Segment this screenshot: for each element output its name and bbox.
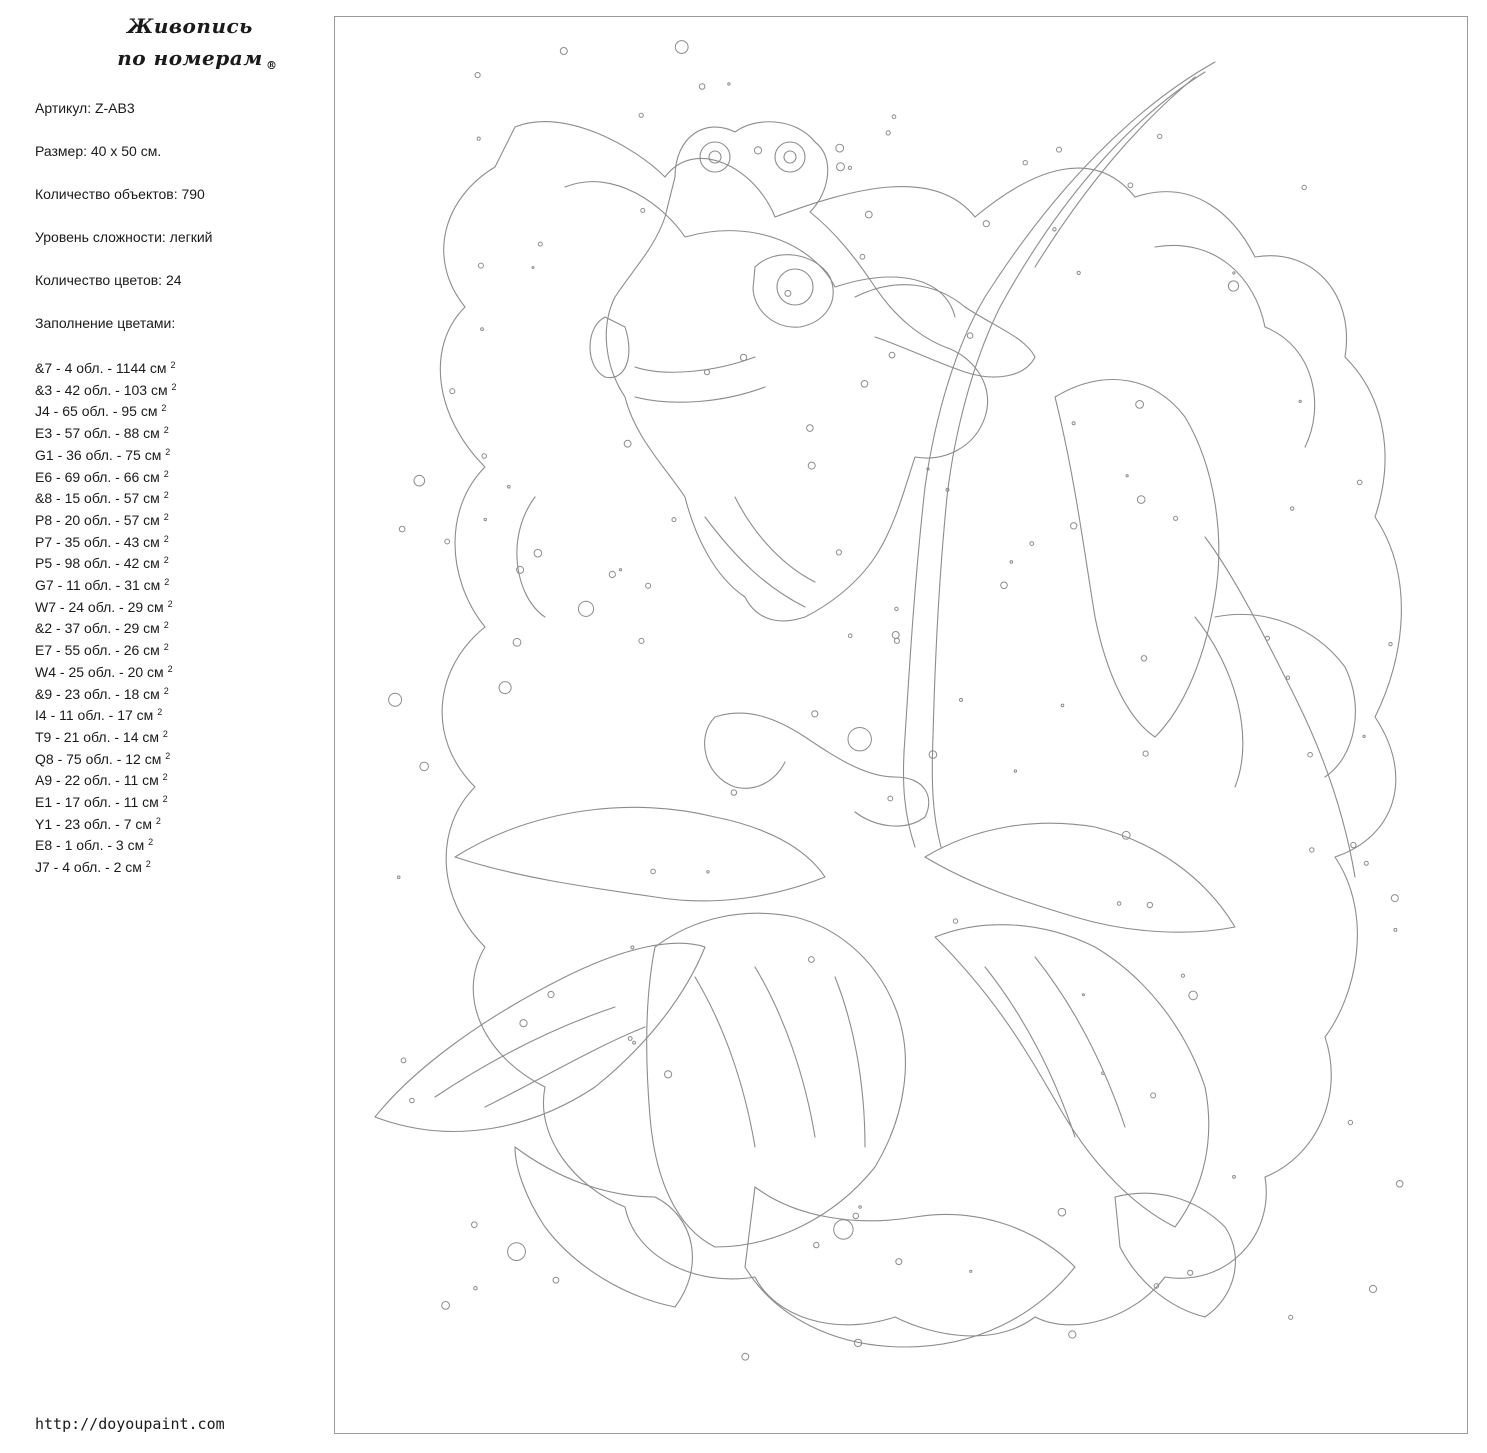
color-fill-row xyxy=(35,640,176,662)
color-fill-row xyxy=(35,749,176,771)
color-fill-text: I4 - 11 обл. - 17 см xyxy=(35,707,154,724)
lotus-petal-lower-right xyxy=(1115,1193,1235,1317)
unit-superscript: 2 xyxy=(157,707,163,718)
color-fill-row xyxy=(35,358,176,380)
color-fill-row xyxy=(35,532,176,554)
registered-mark: ® xyxy=(266,59,278,72)
objects-count-label: Количество объектов: 790 xyxy=(35,186,205,202)
info-sidebar xyxy=(0,0,320,1453)
color-fill-row xyxy=(35,662,176,684)
unit-superscript: 2 xyxy=(163,490,169,501)
unit-superscript: 2 xyxy=(165,446,171,457)
color-fill-row xyxy=(35,467,176,489)
unit-superscript: 2 xyxy=(163,620,169,631)
frog-body-outline xyxy=(606,122,987,621)
size-label: Размер: 40 x 50 см. xyxy=(35,143,162,159)
color-fill-text: T9 - 21 обл. - 14 см xyxy=(35,728,160,745)
unit-superscript: 2 xyxy=(161,403,167,414)
unit-superscript: 2 xyxy=(163,511,169,522)
unit-superscript: 2 xyxy=(163,555,169,566)
color-fill-row xyxy=(35,835,176,857)
color-fill-text: P8 - 20 обл. - 57 см xyxy=(35,511,160,528)
color-fill-text: G1 - 36 обл. - 75 см xyxy=(35,446,162,463)
color-fill-text: J7 - 4 обл. - 2 см xyxy=(35,859,142,876)
unit-superscript: 2 xyxy=(145,859,151,870)
color-fill-text: W7 - 24 обл. - 29 см xyxy=(35,598,164,615)
color-fill-row xyxy=(35,488,176,510)
color-fill-text: E6 - 69 обл. - 66 см xyxy=(35,468,160,485)
lotus-petal-lower-left xyxy=(515,1147,692,1307)
color-fill-text: G7 - 11 обл. - 31 см xyxy=(35,577,161,594)
color-fill-row xyxy=(35,705,176,727)
color-fill-text: &9 - 23 обл. - 18 см xyxy=(35,685,160,702)
color-fill-text: A9 - 22 обл. - 11 см xyxy=(35,772,159,789)
website-link[interactable]: http://doyoupaint.com xyxy=(35,1415,225,1433)
color-fill-text: &7 - 4 обл. - 1144 см xyxy=(35,360,167,376)
color-fill-text: P7 - 35 обл. - 43 см xyxy=(35,533,160,550)
color-fill-row xyxy=(35,792,176,814)
color-fill-text: Y1 - 23 обл. - 7 см xyxy=(35,815,153,832)
unit-superscript: 2 xyxy=(170,360,176,370)
lotus-petal-right xyxy=(935,925,1209,1227)
color-fill-row xyxy=(35,380,176,402)
color-fill-text: &8 - 15 обл. - 57 см xyxy=(35,490,160,507)
color-fill-row xyxy=(35,510,176,532)
product-info xyxy=(35,98,213,356)
color-fill-row xyxy=(35,445,176,467)
color-fill-row xyxy=(35,597,176,619)
unit-superscript: 2 xyxy=(165,750,171,761)
lotus-petal-center xyxy=(647,913,906,1247)
unit-superscript: 2 xyxy=(164,577,170,588)
unit-superscript: 2 xyxy=(148,837,154,848)
color-fill-row xyxy=(35,423,176,445)
brand-logo xyxy=(90,10,290,74)
unit-superscript: 2 xyxy=(163,642,169,653)
color-fill-row xyxy=(35,401,176,423)
color-fill-row xyxy=(35,857,176,879)
brand-line-1: Живопись xyxy=(127,14,253,38)
color-fill-row xyxy=(35,553,176,575)
fill-heading: Заполнение цветами: xyxy=(35,315,176,331)
unit-superscript: 2 xyxy=(163,425,169,436)
color-fill-text: E7 - 55 обл. - 26 см xyxy=(35,642,160,659)
color-fill-text: &3 - 42 обл. - 103 см xyxy=(35,381,168,398)
color-fill-text: E1 - 17 обл. - 11 см xyxy=(35,794,159,811)
brand-line-2: по номерам xyxy=(117,46,263,70)
color-fill-text: Q8 - 75 обл. - 12 см xyxy=(35,750,162,767)
color-fill-row xyxy=(35,684,176,706)
unit-superscript: 2 xyxy=(162,772,168,783)
color-fill-row xyxy=(35,575,176,597)
article-label: Артикул: Z-AB3 xyxy=(35,100,135,116)
lotus-petal-top-left xyxy=(455,807,825,901)
unit-superscript: 2 xyxy=(162,794,168,805)
splash-outline-inner xyxy=(517,182,1315,787)
unit-superscript: 2 xyxy=(167,598,173,609)
unit-superscript: 2 xyxy=(171,381,177,392)
frog-arm xyxy=(855,285,1035,377)
color-fill-text: W4 - 25 обл. - 20 см xyxy=(35,663,164,680)
color-fill-text: E3 - 57 обл. - 88 см xyxy=(35,425,160,442)
color-fill-text: J4 - 65 обл. - 95 см xyxy=(35,403,158,420)
difficulty-label: Уровень сложности: легкий xyxy=(35,229,213,245)
splash-outline xyxy=(440,122,1401,1336)
unit-superscript: 2 xyxy=(155,815,161,826)
color-fill-text: &2 - 37 обл. - 29 см xyxy=(35,620,160,637)
color-fill-text: P5 - 98 обл. - 42 см xyxy=(35,555,160,572)
frog-lotus-artwork xyxy=(335,17,1467,1433)
unit-superscript: 2 xyxy=(163,685,169,696)
unit-superscript: 2 xyxy=(167,663,173,674)
color-fill-text: E8 - 1 обл. - 3 см xyxy=(35,837,145,854)
coloring-canvas xyxy=(334,16,1468,1434)
colors-count-label: Количество цветов: 24 xyxy=(35,272,182,288)
frog-eye-large xyxy=(753,255,833,328)
color-fill-row xyxy=(35,814,176,836)
lotus-petal-top-right xyxy=(925,823,1235,932)
unit-superscript: 2 xyxy=(163,533,169,544)
stem-outline xyxy=(903,62,1215,847)
unit-superscript: 2 xyxy=(163,468,169,479)
color-fill-row xyxy=(35,770,176,792)
color-fill-list xyxy=(35,358,176,879)
color-fill-row xyxy=(35,618,176,640)
leaf-shadow-right xyxy=(1055,380,1219,737)
color-fill-row xyxy=(35,727,176,749)
unit-superscript: 2 xyxy=(162,728,168,739)
